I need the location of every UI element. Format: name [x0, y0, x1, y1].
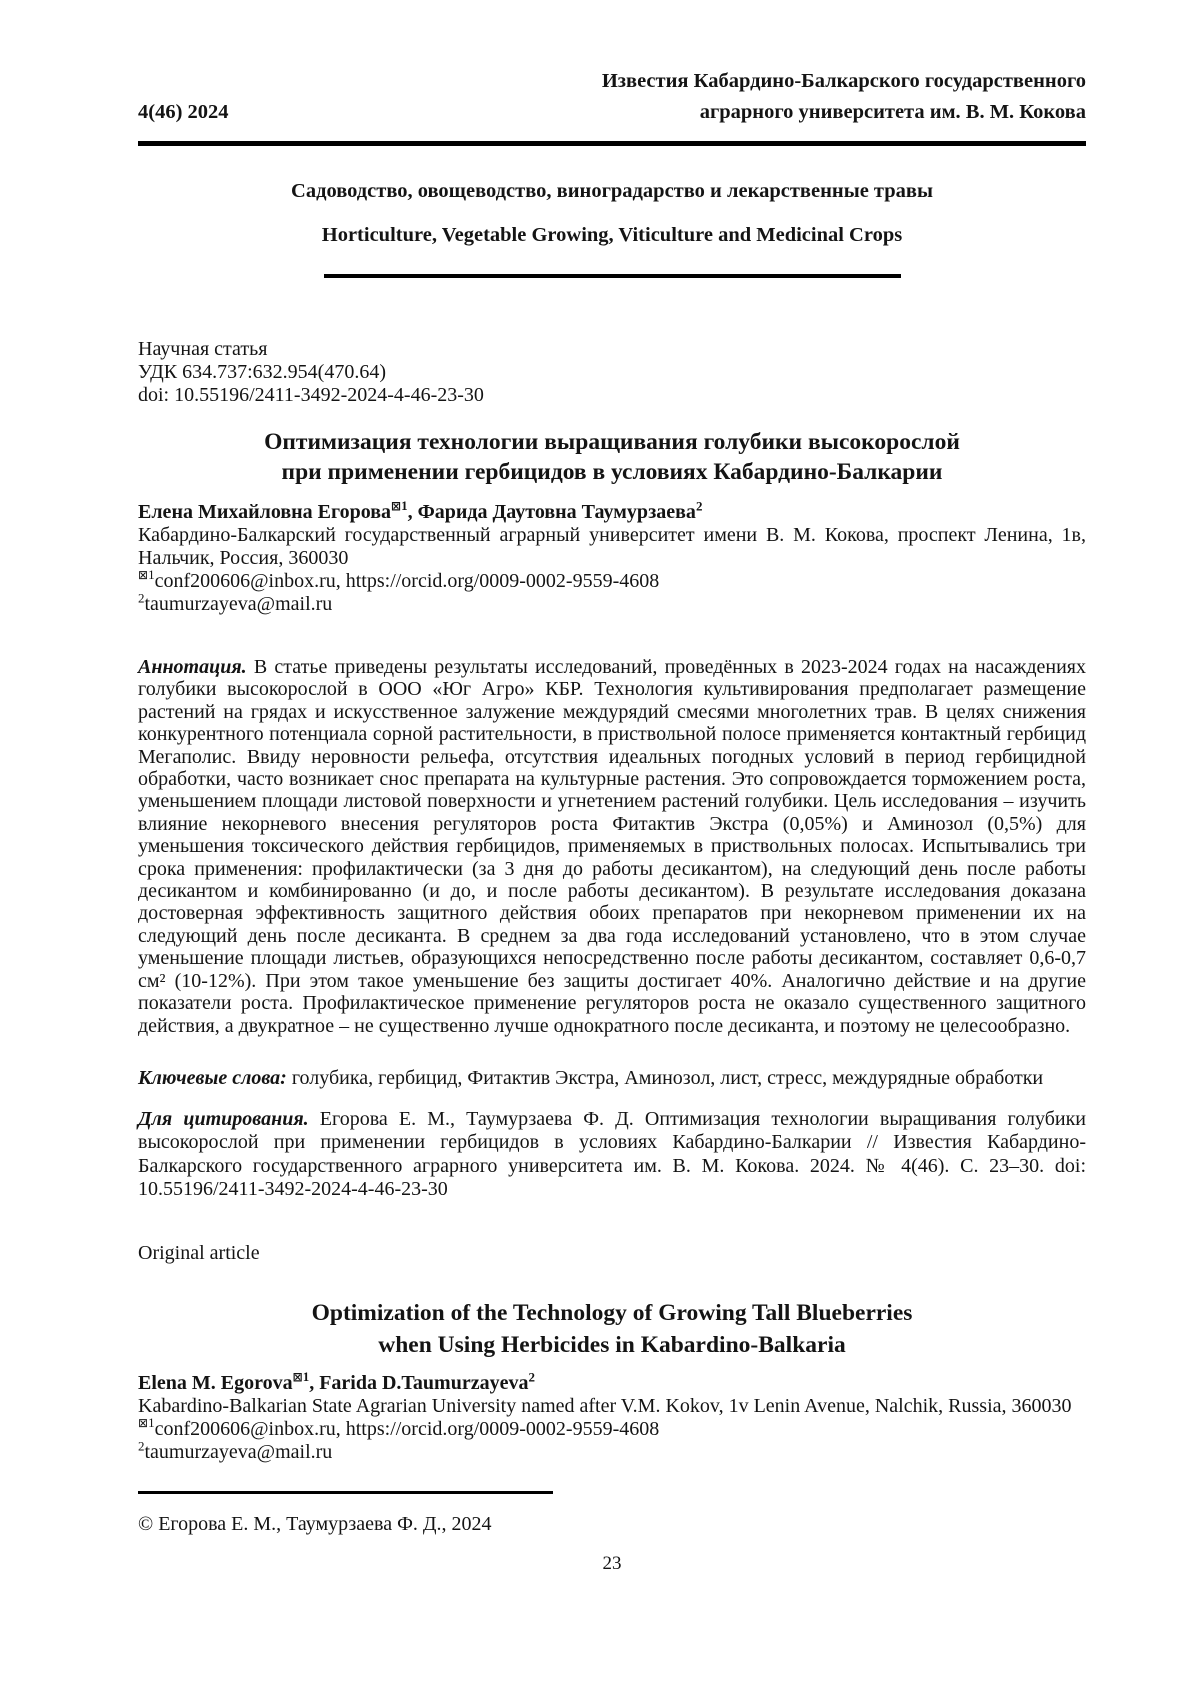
article-title-ru-line1: Оптимизация технологии выращивания голубики высокорослой: [264, 429, 960, 455]
journal-name: [602, 66, 1086, 128]
footnote-separator: [138, 1491, 553, 1494]
email-orcid-text: conf200606@inbox.ru, https://orcid.org/0009-0002-9559-4608: [154, 570, 660, 592]
doi-line: doi: 10.55196/2411-3492-2024-4-46-23-30: [138, 384, 484, 406]
article-type-ru: Научная статья: [138, 338, 268, 360]
copyright-line: © Егорова Е. М., Таумурзаева Ф. Д., 2024: [138, 1512, 492, 1535]
email-text: taumurzayeva@mail.ru: [144, 1440, 333, 1463]
article-title-en-line1: Optimization of the Technology of Growing Tall Blueberries: [311, 1299, 913, 1326]
article-type-en: Original article: [138, 1241, 260, 1264]
journal-header: [138, 66, 1086, 128]
journal-name-line2: аграрного университета им. В. М. Кокова: [699, 101, 1086, 123]
keywords-label: Ключевые слова:: [138, 1066, 287, 1089]
email-line-ru-2: $^2$taumurzayeva@mail.ru: [138, 590, 333, 615]
envelope-icon: ⊠: [138, 568, 149, 583]
email-orcid-text: conf200606@inbox.ru, https://orcid.org/0009-0002-9559-4608: [154, 1417, 660, 1440]
citation-label: Для цитирования.: [138, 1107, 309, 1130]
citation-text: Егорова Е. М., Таумурзаева Ф. Д. Оптимизация технологии выращивания голубики высокорослой при применении гербицидов в условиях Кабардино-Балкарии // Известия Кабардино-Балкарского государственного аграрного университета им. В. М. Кокова. 2024. № 4(46). С. 23–30. doi: 10.55196/2411-3492-2024-4-46-23-30: [138, 1107, 1087, 1201]
keywords-text: голубика, гербицид, Фитактив Экстра, Аминозол, лист, стресс, междурядные обработки: [291, 1066, 1044, 1089]
affiliation-en: Kabardino-Balkarian State Agrarian University named after V.M. Kokov, 1v Lenin Avenue, Nalchik, Russia, 360030: [138, 1394, 1072, 1417]
email-line-ru-1: $^{⊠1}$conf200606@inbox.ru, https://orcid.org/0009-0002-9559-4608: [138, 567, 660, 592]
abstract-paragraph: [138, 656, 1086, 1037]
envelope-icon: ⊠: [292, 1370, 303, 1385]
email-text: taumurzayeva@mail.ru: [144, 593, 333, 615]
email-line-en-2: $^2$taumurzayeva@mail.ru: [138, 1438, 333, 1463]
section-heading-ru: Садоводство, овощеводство, виноградарство и лекарственные травы: [291, 180, 933, 202]
page-number: 23: [602, 1552, 622, 1574]
keywords-paragraph: [138, 1067, 1086, 1090]
author-ru-2: Фарида Даутовна Таумурзаева: [417, 501, 696, 523]
author-ru-1: Елена Михайловна Егорова: [138, 501, 392, 523]
citation-paragraph: [138, 1108, 1086, 1202]
udc-code: УДК 634.737:632.954(470.64): [138, 361, 386, 383]
author-en-1: Elena M. Egorova: [138, 1371, 293, 1394]
journal-name-line1: Известия Кабардино-Балкарского государственного: [601, 70, 1086, 92]
article-title-ru: [138, 427, 1086, 487]
article-title-ru-line2: при применении гербицидов в условиях Кабардино-Балкарии: [281, 459, 943, 485]
abstract-label: Аннотация.: [138, 656, 247, 678]
article-title-en-line2: when Using Herbicides in Kabardino-Balkaria: [378, 1331, 846, 1358]
envelope-icon: ⊠: [391, 499, 402, 514]
authors-ru: Елена Михайловна Егорова$^{⊠1}$, Фарида Даутовна Таумурзаева$^2$: [138, 498, 703, 523]
email-line-en-1: $^{⊠1}$conf200606@inbox.ru, https://orcid.org/0009-0002-9559-4608: [138, 1415, 660, 1440]
affiliation-ru: Кабардино-Балкарский государственный аграрный университет имени В. М. Кокова, проспект Ленина, 1в, Нальчик, Россия, 360030: [138, 524, 1086, 569]
section-heading-en: Horticulture, Vegetable Growing, Viticulture and Medicinal Crops: [321, 224, 903, 246]
article-meta-ru: [138, 338, 1086, 407]
article-title-en: [138, 1297, 1086, 1361]
envelope-icon: ⊠: [138, 1416, 149, 1431]
authors-en: Elena M. Egorova$^{⊠1}$, Farida D.Taumurzayeva$^2$: [138, 1369, 535, 1394]
section-divider: [324, 274, 901, 278]
abstract-text: В статье приведены результаты исследований, проведённых в 2023-2024 годах на насаждениях голубики высокорослой в ООО «Юг Агро» КБР. Технология культивирования предполагает размещение растений на грядах и искусственное залужение междурядий смесями многолетних трав. В целях снижения конкурентного потенциала сорной растительности, в приствольной полосе применяется контактный гербицид Мегаполис. Ввиду неровности рельефа, отсутствия идеальных погодных условий в период гербицидной обработки, часто возникает снос препарата на культурные растения. Это сопровождается торможением роста, уменьшением площади листовой поверхности и угнетением растений голубики. Цель исследования – изучить влияние некорневого внесения регуляторов роста Фитактив Экстра (0,05%) и Аминозол (0,5%) для уменьшения токсического действия гербицидов, применяемых в приствольных полосах. Испытывались три срока применения: профилактически (за 3 дня до работы десикантом), на следующий день после работы десикантом и комбинированно (и до, и после работы десикантом). В результате исследования доказана достоверная эффективность защитного действия обоих препаратов при некорневом применении их на следующий день после десиканта. В среднем за два года исследований установлено, что в этом случае уменьшение площади листьев, образующихся непосредственно после работы десикантом, составляет 0,6-0,7 см² (10-12%). При этом такое уменьшение без защиты достигает 40%. Аналогично действие и на другие показатели роста. Профилактическое применение регуляторов роста не оказало существенного защитного действия, а двукратное – не существенно лучше однократного после десиканта, и поэтому не целесообразно.: [138, 656, 1086, 1037]
author-en-2: Farida D.Taumurzayeva: [319, 1371, 529, 1394]
header-rule: [138, 141, 1086, 146]
journal-issue: 4(46) 2024: [138, 101, 229, 123]
